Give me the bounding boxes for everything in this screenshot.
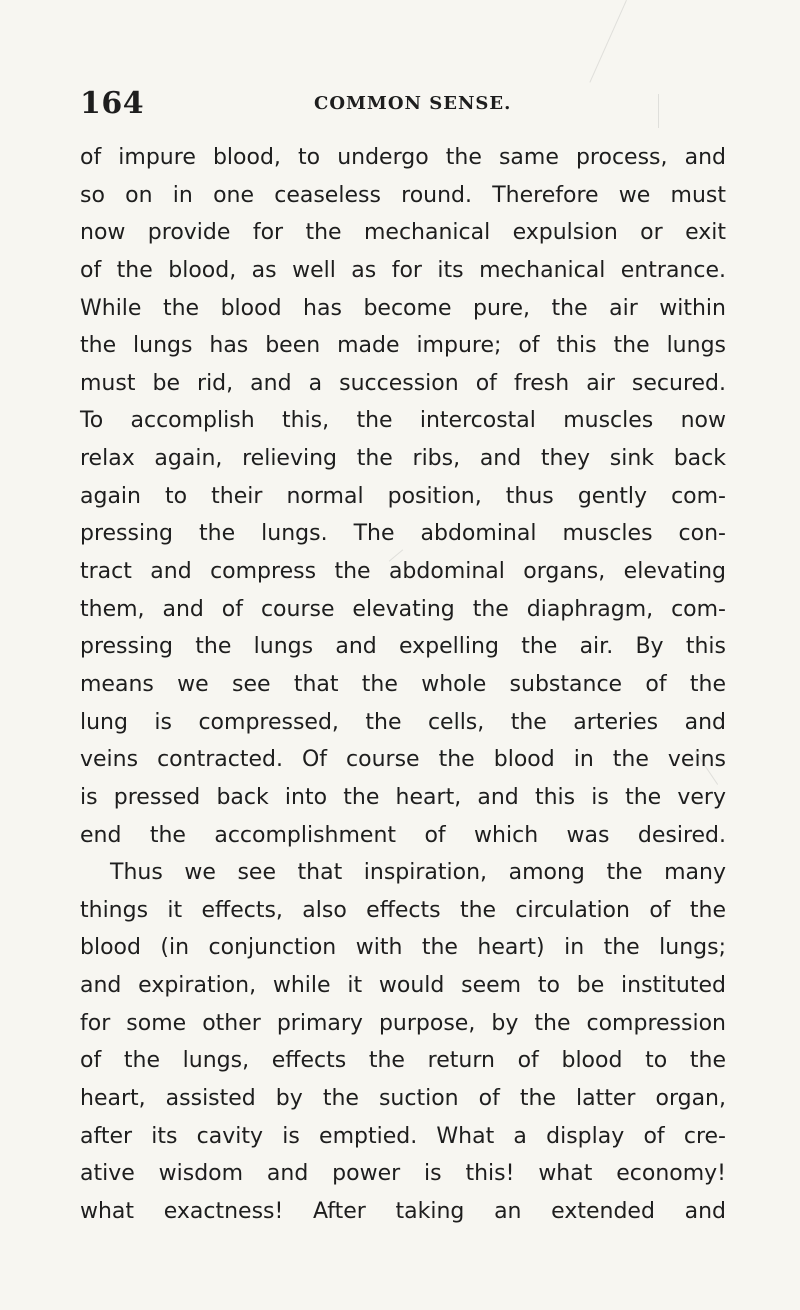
text-line: pressing the lungs. The abdominal muscles con- bbox=[80, 521, 726, 547]
running-head: COMMON SENSE. bbox=[314, 93, 512, 114]
text-line: heart, assisted by the suction of the latter organ, bbox=[80, 1086, 726, 1112]
text-line: for some other primary purpose, by the compression bbox=[80, 1010, 726, 1036]
text-line: after its cavity is emptied. What a display of cre- bbox=[80, 1123, 726, 1149]
text-line: now provide for the mechanical expulsion or exit bbox=[80, 220, 726, 246]
text-line: so on in one ceaseless round. Therefore we must bbox=[80, 182, 726, 208]
text-line: is pressed back into the heart, and this is the very bbox=[80, 784, 726, 810]
text-line: To accomplish this, the intercostal muscles now bbox=[80, 408, 726, 434]
text-line: what exactness! After taking an extended and bbox=[80, 1198, 726, 1224]
page-number: 164 bbox=[80, 86, 145, 121]
text-line: While the blood has become pure, the air within bbox=[80, 295, 726, 321]
text-line: means we see that the whole substance of the bbox=[80, 671, 726, 697]
scan-mark bbox=[589, 0, 627, 83]
text-line: of the blood, as well as for its mechanical entrance. bbox=[80, 257, 726, 283]
text-line: blood (in conjunction with the heart) in the lungs; bbox=[80, 935, 726, 961]
text-line: ative wisdom and power is this! what economy! bbox=[80, 1161, 726, 1187]
text-line: of the lungs, effects the return of blood to the bbox=[80, 1048, 726, 1074]
text-line: pressing the lungs and expelling the air. By this bbox=[80, 634, 726, 660]
text-line: end the accomplishment of which was desired. bbox=[80, 822, 726, 848]
text-line: lung is compressed, the cells, the arteries and bbox=[80, 709, 726, 735]
text-line: relax again, relieving the ribs, and they sink back bbox=[80, 446, 726, 472]
text-line: the lungs has been made impure; of this the lungs bbox=[80, 333, 726, 359]
text-line: things it effects, also effects the circulation of the bbox=[80, 897, 726, 923]
text-line: must be rid, and a succession of fresh air secured. bbox=[80, 370, 726, 396]
paragraph-start-line: Thus we see that inspiration, among the many bbox=[110, 860, 726, 886]
text-line: them, and of course elevating the diaphragm, com- bbox=[80, 596, 726, 622]
body-text bbox=[80, 139, 726, 1231]
text-line: tract and compress the abdominal organs, elevating bbox=[80, 559, 726, 585]
text-line: of impure blood, to undergo the same process, and bbox=[80, 145, 726, 170]
page-header bbox=[80, 86, 726, 122]
text-line: again to their normal position, thus gently com- bbox=[80, 483, 726, 509]
text-line: and expiration, while it would seem to be instituted bbox=[80, 973, 726, 999]
text-line: veins contracted. Of course the blood in the veins bbox=[80, 747, 726, 773]
